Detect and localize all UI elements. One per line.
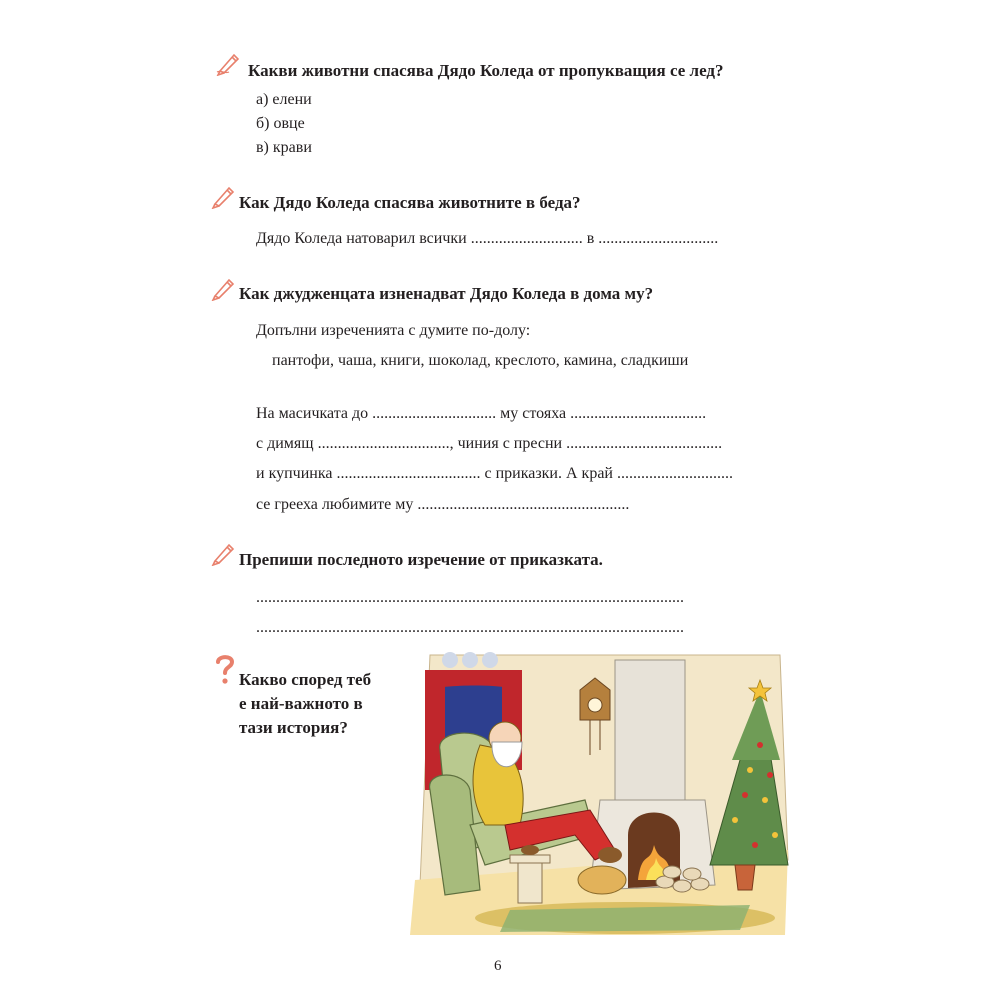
instruction: Допълни изреченията с думите по-долу: (256, 322, 531, 339)
question-1: Какви животни спасява Дядо Коледа от пропукващия се лед? (248, 61, 724, 80)
fill-line[interactable]: ........................................................................................................... (256, 619, 684, 636)
question-4: Препиши последното изречение от приказката. (239, 550, 603, 569)
question-3: Как джудженцата изненадват Дядо Коледа в дома му? (239, 284, 654, 303)
pencil-icon (210, 540, 236, 571)
question-5-line: тази история? (239, 718, 348, 737)
pencil-icon (210, 183, 236, 214)
option-b: б) овце (256, 115, 305, 132)
fill-line[interactable]: с димящ ................................., чиния с пресни ....................................... (256, 435, 723, 452)
word-bank: пантофи, чаша, книги, шоколад, креслото, камина, сладкиши (272, 352, 689, 369)
illustration (410, 650, 790, 935)
question-2: Как Дядо Коледа спасява животните в беда? (239, 193, 581, 212)
fill-line[interactable]: и купчинка .................................... с приказки. А край ............................. (256, 465, 733, 482)
option-c: в) крави (256, 139, 312, 156)
question-5 (239, 668, 371, 740)
pencil-icon (215, 50, 241, 81)
option-a: а) елени (256, 91, 312, 108)
question-5-line: Какво според теб (239, 670, 372, 689)
pencil-icon (210, 275, 236, 306)
fill-line[interactable]: се грееха любимите му ..................................................... (256, 496, 630, 513)
fill-line[interactable]: ........................................................................................................... (256, 589, 684, 606)
fill-line[interactable]: На масичката до ............................... му стояха .................................. (256, 405, 707, 422)
fill-line[interactable]: Дядо Коледа натоварил всички ............................ в .............................. (256, 230, 719, 247)
page-number: 6 (494, 958, 502, 974)
question-5-line: е най-важното в (239, 694, 363, 713)
question-mark-icon (212, 652, 238, 691)
